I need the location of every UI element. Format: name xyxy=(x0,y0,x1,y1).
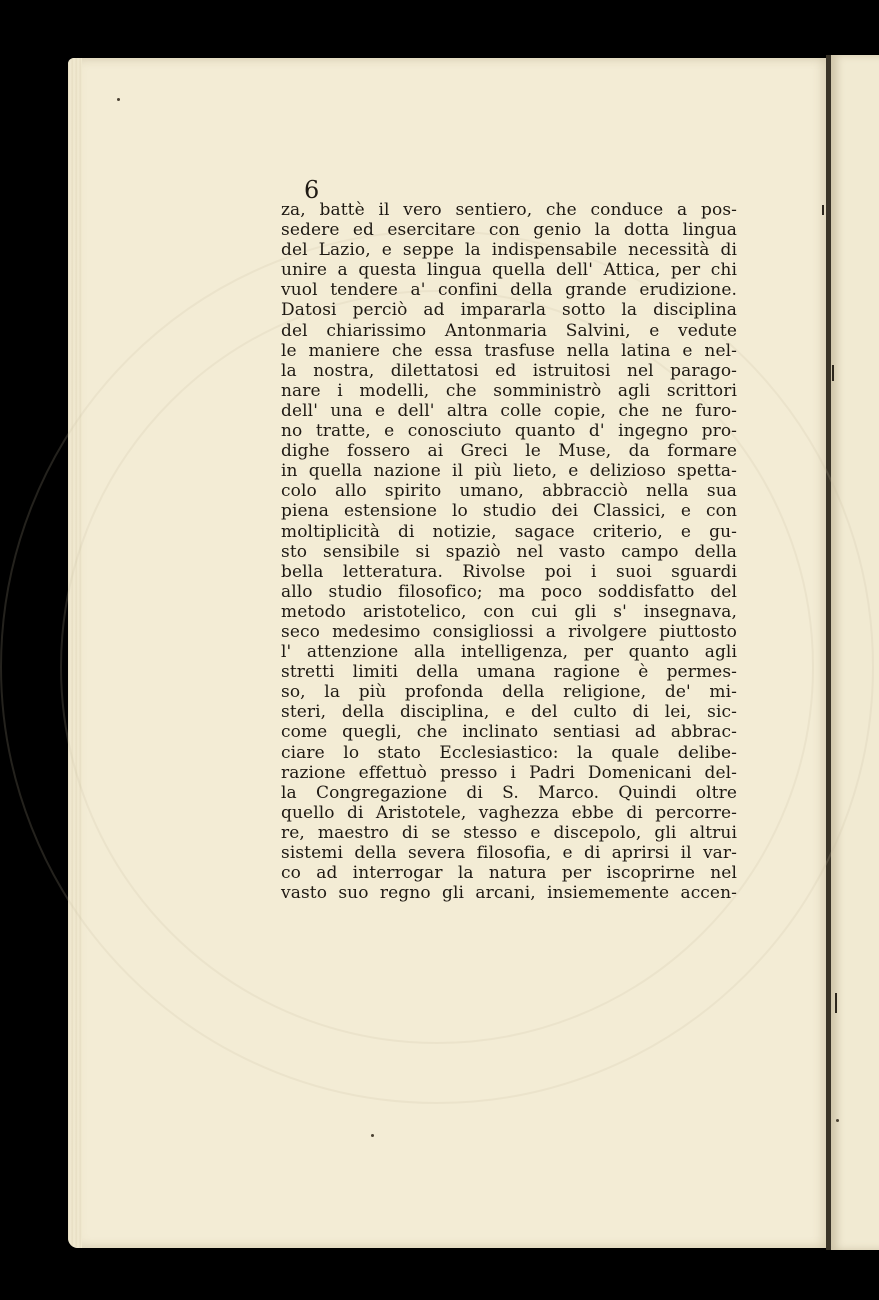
text-line: re, maestro di se stesso e discepolo, gli altrui xyxy=(281,822,737,843)
text-line: stretti limiti della umana ragione è permes- xyxy=(281,662,737,683)
ink-speck xyxy=(836,1119,839,1122)
text-line: del chiarissimo Antonmaria Salvini, e vedute xyxy=(281,320,737,341)
text-line: piena estensione lo studio dei Classici, e con xyxy=(281,501,737,522)
text-line: seco medesimo consigliossi a rivolgere piuttosto xyxy=(281,621,737,642)
text-line: vuol tendere a' confini della grande erudizione. xyxy=(281,280,737,301)
text-line: so, la più profonda della religione, de' mi- xyxy=(281,682,737,703)
text-line: dell' una e dell' altra colle copie, che ne furo- xyxy=(281,400,737,421)
body-text xyxy=(281,200,737,903)
text-line: Datosi perciò ad impararla sotto la disciplina xyxy=(281,300,737,321)
text-line: sto sensibile si spaziò nel vasto campo della xyxy=(281,541,737,562)
text-line: l' attenzione alla intelligenza, per quanto agli xyxy=(281,642,737,663)
text-line: sistemi della severa filosofia, e di aprirsi il var- xyxy=(281,843,737,863)
text-line: in quella nazione il più lieto, e delizioso spetta- xyxy=(281,461,737,482)
page-edge-mark xyxy=(822,205,824,215)
text-line: metodo aristotelico, con cui gli s' insegnava, xyxy=(281,601,737,622)
text-line: quello di Aristotele, vaghezza ebbe di percorre- xyxy=(281,802,737,823)
text-line: nare i modelli, che somministrò agli scrittori xyxy=(281,380,737,401)
text-line: co ad interrogar la natura per iscoprirne nel xyxy=(281,863,737,884)
text-line: le maniere che essa trasfuse nella latina e nel- xyxy=(281,340,737,361)
page-edge-mark xyxy=(832,365,834,381)
text-line: allo studio filosofico; ma poco soddisfatto del xyxy=(281,581,737,602)
text-line: unire a questa lingua quella dell' Attica, per chi xyxy=(281,260,737,281)
text-line: no tratte, e conosciuto quanto d' ingegno pro- xyxy=(281,421,737,442)
text-line: del Lazio, e seppe la indispensabile necessità di xyxy=(281,240,737,261)
ink-speck xyxy=(371,1134,374,1137)
text-line: colo allo spirito umano, abbracciò nella sua xyxy=(281,481,737,502)
page-number: 6 xyxy=(304,176,320,204)
text-line: razione effettuò presso i Padri Domenicani del- xyxy=(281,762,737,783)
ink-speck xyxy=(117,98,120,101)
text-line: vasto suo regno gli arcani, insiememente accen- xyxy=(281,883,737,904)
text-line: come quegli, che inclinato sentiasi ad abbrac- xyxy=(281,722,737,743)
text-line: bella letteratura. Rivolse poi i suoi sguardi xyxy=(281,561,737,582)
text-line: ciare lo stato Ecclesiastico: la quale delibe- xyxy=(281,742,737,763)
text-line: la nostra, dilettatosi ed istruitosi nel parago- xyxy=(281,360,737,381)
right-page-edge xyxy=(831,55,879,1250)
text-line: sedere ed esercitare con genio la dotta lingua xyxy=(281,220,737,241)
text-line: za, battè il vero sentiero, che conduce a pos- xyxy=(281,200,737,220)
text-line: dighe fossero ai Greci le Muse, da formare xyxy=(281,441,737,462)
text-line: steri, della disciplina, e del culto di lei, sic- xyxy=(281,702,737,723)
page-edge-mark xyxy=(835,993,837,1013)
text-line: la Congregazione di S. Marco. Quindi oltre xyxy=(281,782,737,803)
text-line: moltiplicità di notizie, sagace criterio, e gu- xyxy=(281,521,737,542)
